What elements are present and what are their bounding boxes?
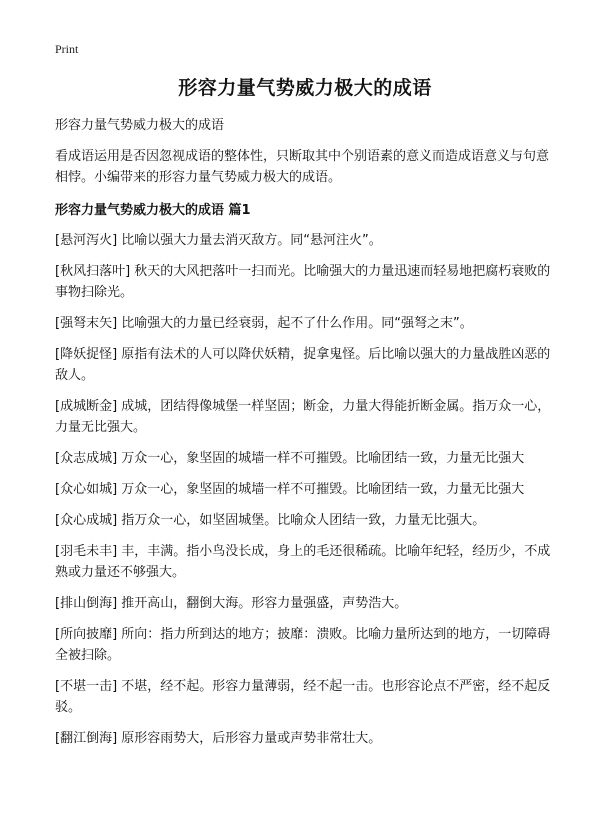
idiom-entry: [翻江倒海] 原形容雨势大，后形容力量或声势非常壮大。: [55, 731, 382, 746]
intro-paragraph: 看成语运用是否因忽视成语的整体性，只断取其中个别语素的意义而造成语意义与句意相悖。小编带来的形容力量气势威力极大的成语。: [55, 149, 550, 185]
idiom-entry: [众志成城] 万众一心，象坚固的城墙一样不可摧毁。比喻团结一致，力量无比强大: [55, 451, 525, 466]
idiom-entry: [降妖捉怪] 原指有法术的人可以降伏妖精，捉拿鬼怪。后比喻以强大的力量战胜凶恶的敌人。: [55, 347, 551, 383]
idiom-entry: [排山倒海] 推开高山，翻倒大海。形容力量强盛，声势浩大。: [55, 596, 408, 611]
section-heading: 形容力量气势威力极大的成语 篇1: [55, 203, 251, 218]
page-title: 形容力量气势威力极大的成语: [178, 77, 432, 99]
idiom-entry: [众心如城] 万众一心，象坚固的城墙一样不可摧毁。比喻团结一致，力量无比强大: [55, 482, 525, 497]
idiom-entry: [众心成城] 指万众一心，如坚固城堡。比喻众人团结一致，力量无比强大。: [55, 513, 486, 528]
idiom-list: [55, 230, 555, 749]
print-link[interactable]: Print: [55, 42, 79, 56]
idiom-entry: [悬河泻火] 比喻以强大力量去消灭敌方。同“悬河注火”。: [55, 233, 382, 248]
document-page: [55, 42, 555, 759]
idiom-entry: [所向披靡] 所向：指力所到达的地方；披靡：溃败。比喻力量所达到的地方，一切障碍全被扫除。: [55, 627, 551, 663]
idiom-entry: [强弩末矢] 比喻强大的力量已经衰弱，起不了什么作用。同“强弩之末”。: [55, 316, 473, 331]
idiom-entry: [不堪一击] 不堪，经不起。形容力量薄弱，经不起一击。也形容论点不严密，经不起反驳。: [55, 679, 551, 715]
article-subtitle: 形容力量气势威力极大的成语: [55, 118, 225, 133]
idiom-entry: [羽毛未丰] 丰，丰满。指小鸟没长成，身上的毛还很稀疏。比喻年纪轻，经历少，不成熟或力量还不够强大。: [55, 544, 551, 580]
idiom-entry: [成城断金] 成城，团结得像城堡一样坚固；断金，力量大得能折断金属。指万众一心，力量无比强大。: [55, 399, 551, 435]
idiom-entry: [秋风扫落叶] 秋天的大风把落叶一扫而光。比喻强大的力量迅速而轻易地把腐朽衰败的事物扫除光。: [55, 264, 551, 300]
